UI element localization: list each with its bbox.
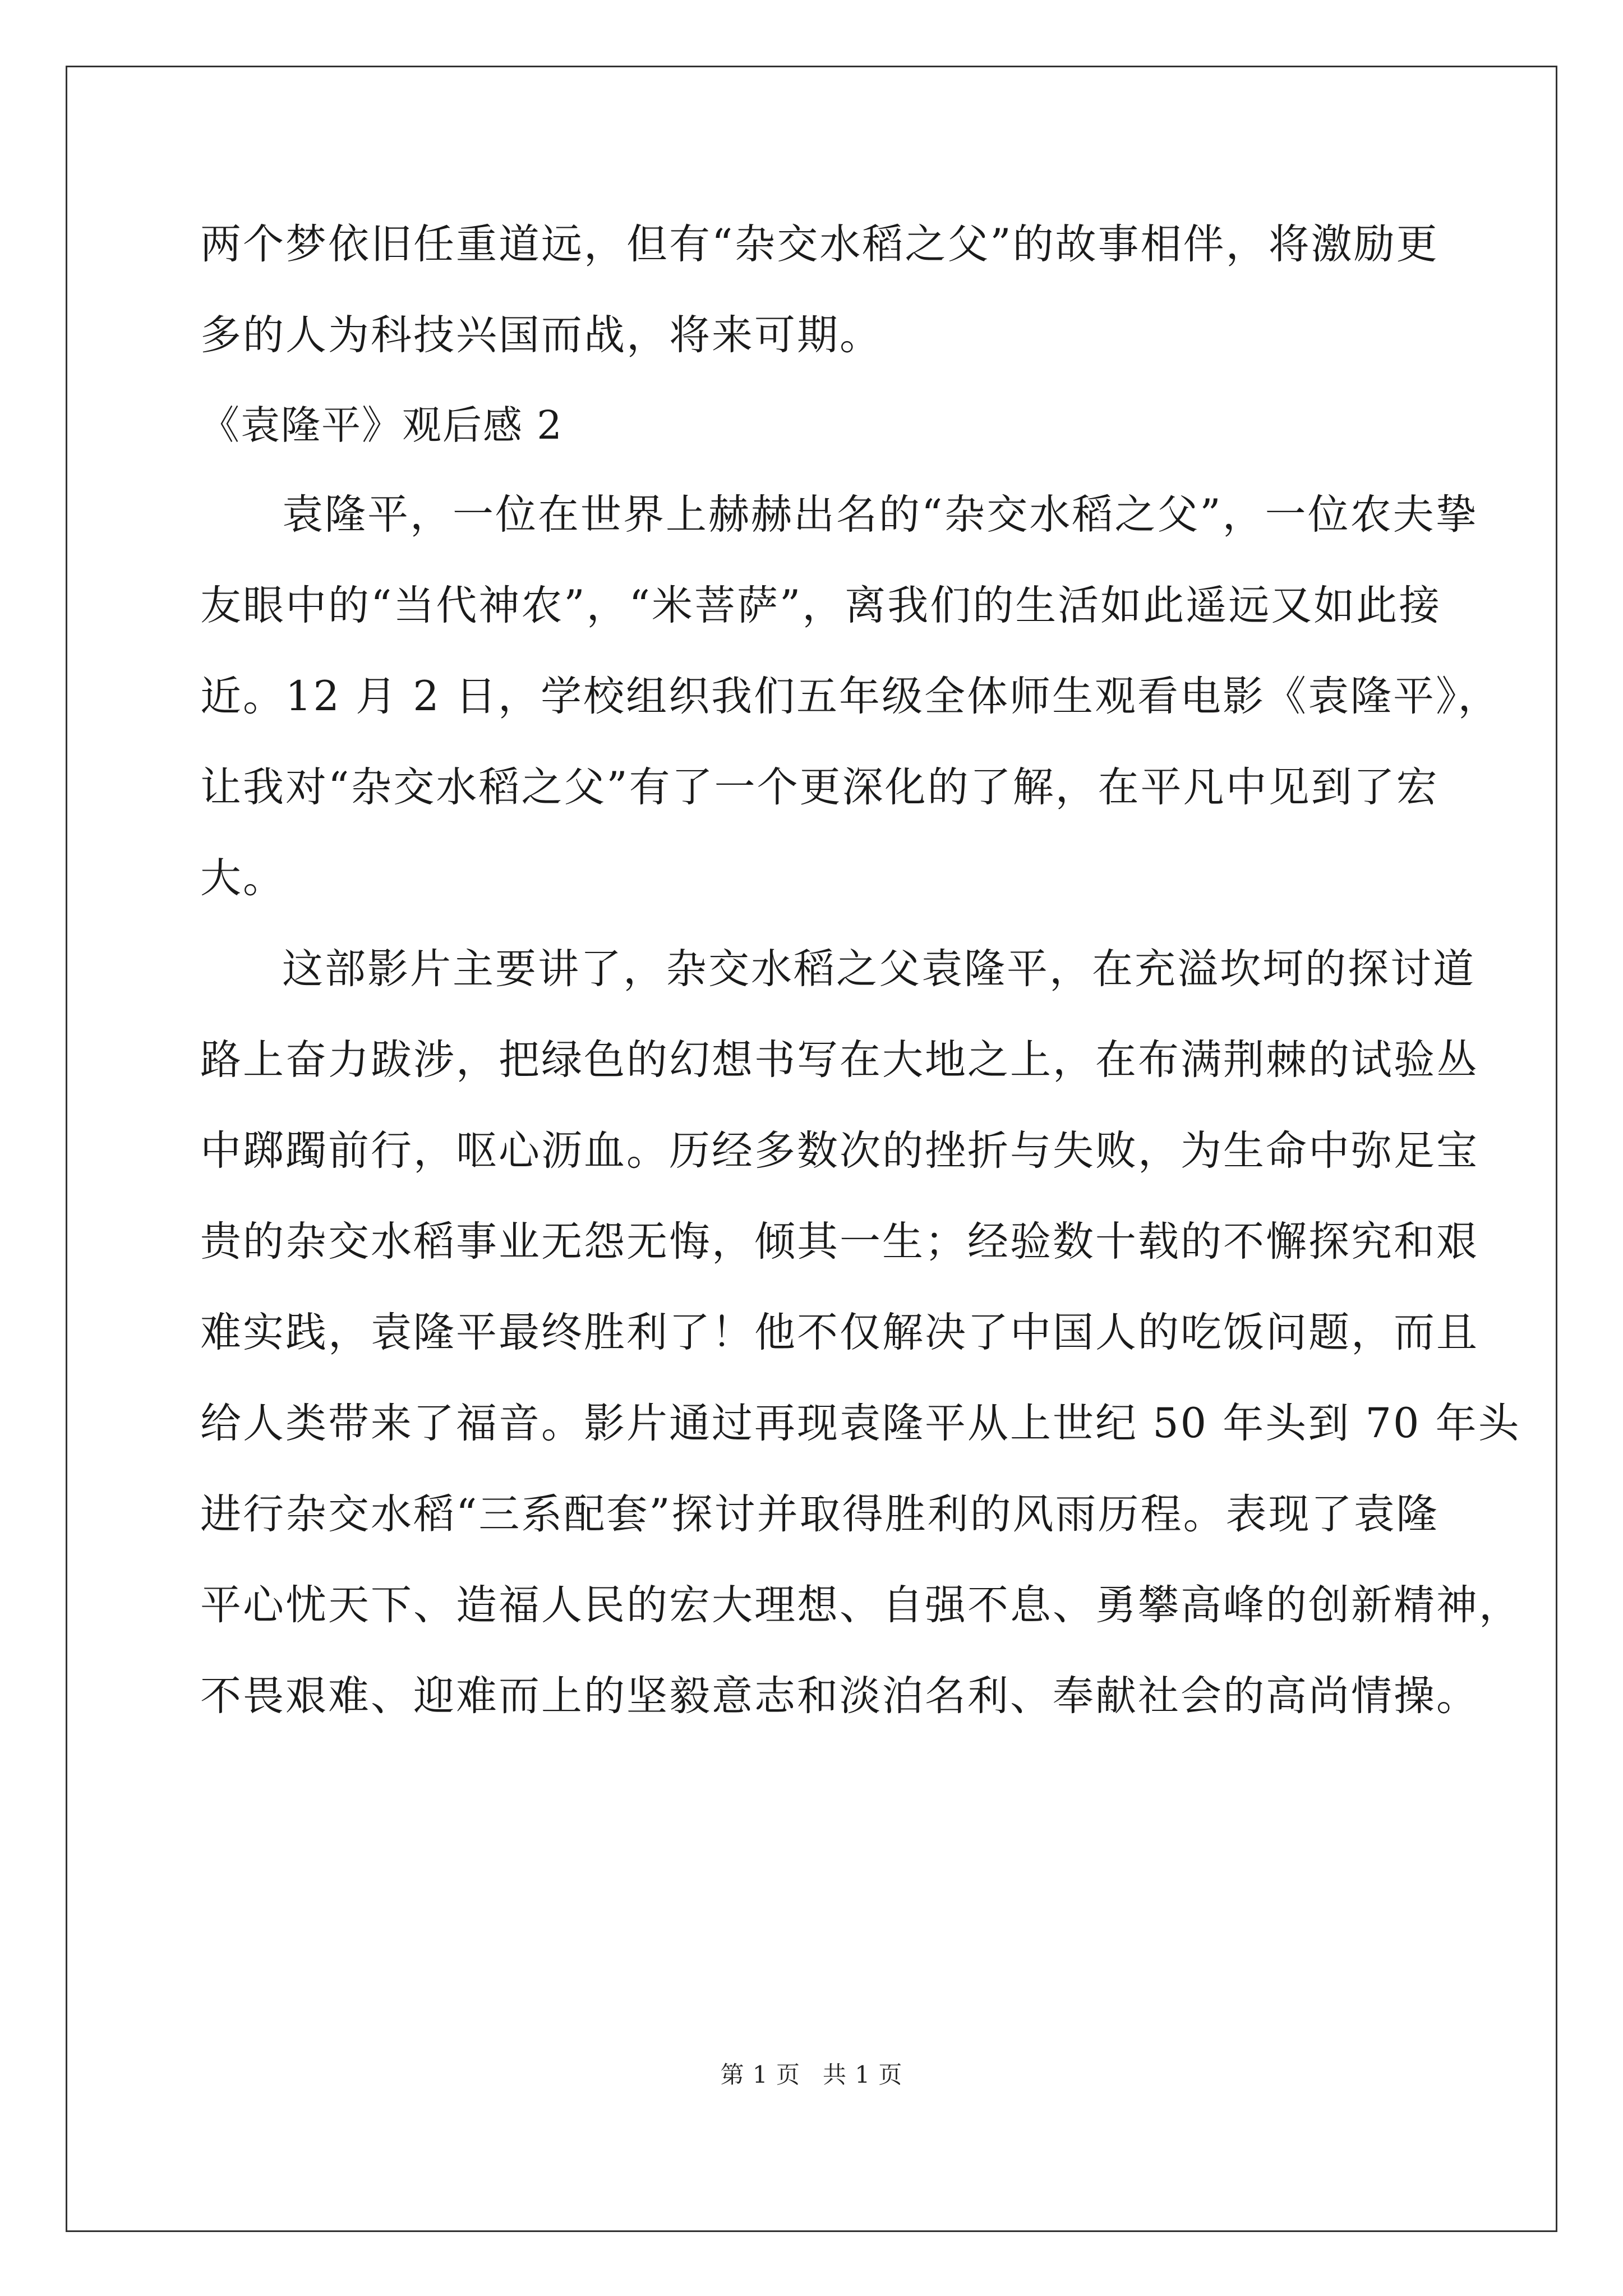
text-line: 大。 xyxy=(200,854,285,902)
text-line: 平心忧天下、造福人民的宏大理想、自强不息、勇攀高峰的创新精神， xyxy=(200,1581,1521,1629)
document-body xyxy=(200,199,1521,1742)
text-line: 多的人为科技兴国而战，将来可期。 xyxy=(200,311,882,359)
text-line: 难实践，袁隆平最终胜利了！他不仅解决了中国人的吃饭问题，而且 xyxy=(200,1309,1479,1356)
text-line: 给人类带来了福音。影片通过再现袁隆平从上世纪 50 年头到 70 年头 xyxy=(200,1400,1521,1447)
page-number: 第 1 页 xyxy=(720,2061,800,2088)
section-heading: 《袁隆平》观后感 2 xyxy=(200,402,563,448)
text-line: 这部影片主要讲了，杂交水稻之父袁隆平，在充溢坎坷的探讨道 xyxy=(282,945,1476,993)
text-line: 贵的杂交水稻事业无怨无悔，倾其一生；经验数十载的不懈探究和艰 xyxy=(200,1218,1479,1266)
page-total: 共 1 页 xyxy=(823,2061,903,2088)
text-line: 中踯躅前行，呕心沥血。历经多数次的挫折与失败，为生命中弥足宝 xyxy=(200,1127,1479,1175)
text-line: 路上奋力跋涉，把绿色的幻想书写在大地之上，在布满荆棘的试验丛 xyxy=(200,1036,1479,1084)
text-line: 袁隆平，一位在世界上赫赫出名的“杂交水稻之父”，一位农夫挚 xyxy=(282,491,1478,539)
text-line: 不畏艰难、迎难而上的坚毅意志和淡泊名利、奉献社会的高尚情操。 xyxy=(200,1672,1479,1720)
text-line: 让我对“杂交水稻之父”有了一个更深化的了解，在平凡中见到了宏 xyxy=(200,763,1439,811)
text-line: 进行杂交水稻“三系配套”探讨并取得胜利的风雨历程。表现了袁隆 xyxy=(200,1490,1439,1538)
text-line: 近。12 月 2 日，学校组织我们五年级全体师生观看电影《袁隆平》， xyxy=(200,673,1501,720)
text-line: 两个梦依旧任重道远，但有“杂交水稻之父”的故事相伴，将激励更 xyxy=(200,220,1439,268)
page-footer xyxy=(0,2056,1623,2090)
text-line: 友眼中的“当代神农”，“米菩萨”，离我们的生活如此遥远又如此接 xyxy=(200,582,1442,629)
